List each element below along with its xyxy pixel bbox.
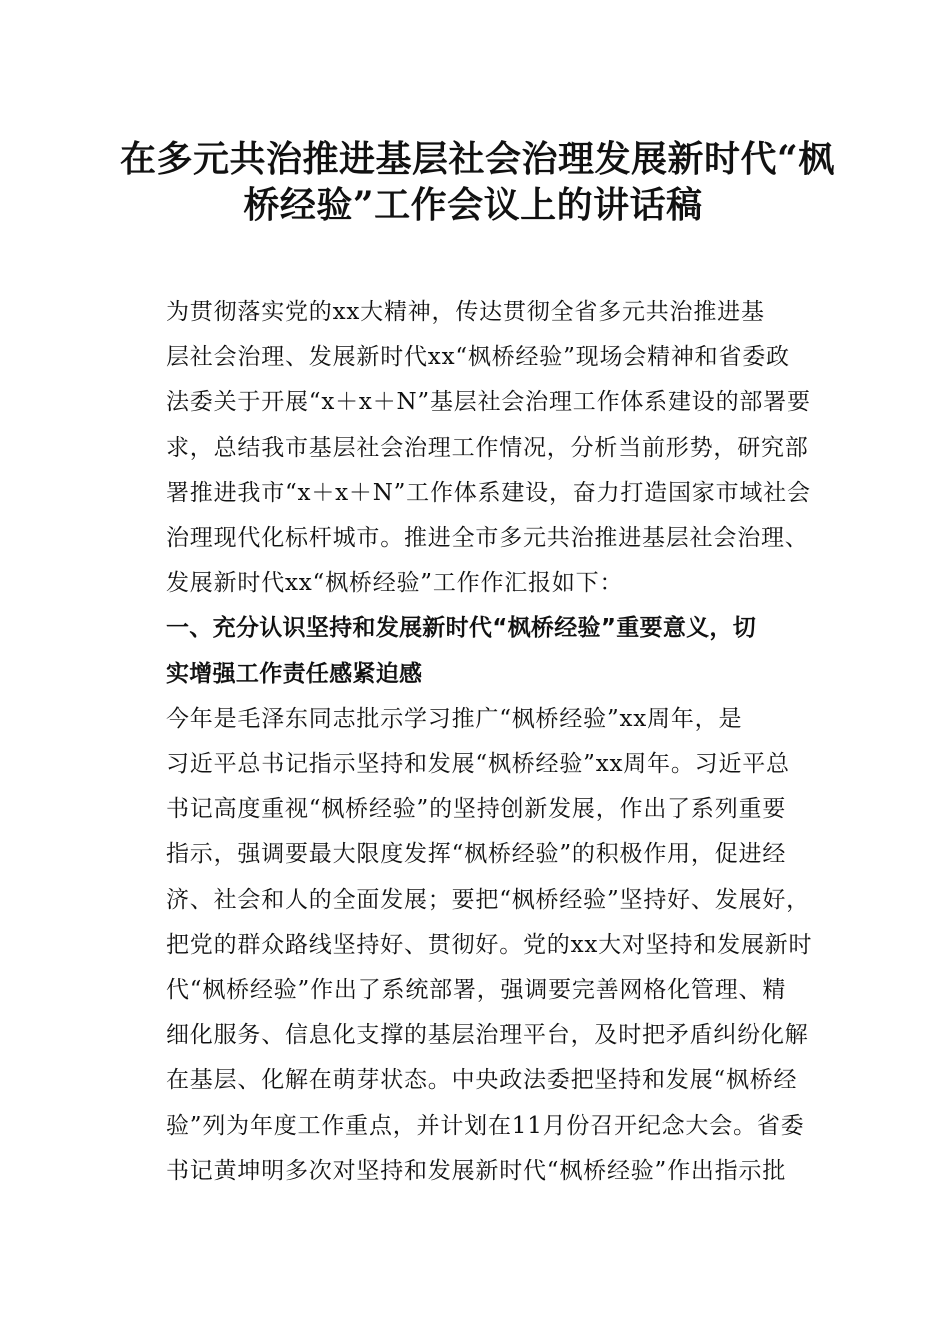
text-line: 书记高度重视“枫桥经验”的坚持创新发展，作出了系列重要 — [166, 796, 787, 823]
text-line: 治理现代化标杆城市。推进全市多元共治推进基层社会治理、 — [166, 525, 809, 552]
text-line: 细化服务、信息化支撑的基层治理平台，及时把矛盾纠纷化解 — [166, 1022, 809, 1049]
text-line: 层社会治理、发展新时代xx“枫桥经验”现场会精神和省委政 — [166, 344, 790, 371]
section-paragraph — [120, 697, 826, 1194]
heading-line: 实增强工作责任感紧迫感 — [166, 660, 423, 687]
text-line: 为贯彻落实党的xx大精神，传达贯彻全省多元共治推进基 — [166, 299, 765, 325]
text-line: 书记黄坤明多次对坚持和发展新时代“枫桥经验”作出指示批 — [166, 1157, 787, 1184]
text-line: 发展新时代xx“枫桥经验”工作作汇报如下： — [166, 570, 624, 597]
document-body — [120, 290, 826, 1194]
title-line: 在多元共治推进基层社会治理发展新时代“枫 — [120, 138, 835, 180]
section-heading — [120, 606, 826, 696]
text-line: 在基层、化解在萌芽状态。中央政法委把坚持和发展“枫桥经 — [166, 1067, 798, 1094]
title-line: 桥经验”工作会议上的讲话稿 — [243, 184, 703, 226]
text-line: 今年是毛泽东同志批示学习推广“枫桥经验”xx周年，是 — [166, 705, 743, 732]
heading-line: 一、充分认识坚持和发展新时代“枫桥经验”重要意义，切 — [166, 615, 757, 642]
text-line: 验”列为年度工作重点，并计划在11月份召开纪念大会。省委 — [166, 1112, 805, 1139]
text-line: 法委关于开展“x＋x＋N”基层社会治理工作体系建设的部署要 — [166, 389, 811, 416]
text-line: 求，总结我市基层社会治理工作情况，分析当前形势，研究部 — [166, 434, 809, 461]
text-line: 指示，强调要最大限度发挥“枫桥经验”的积极作用，促进经 — [166, 841, 787, 868]
text-line: 济、社会和人的全面发展；要把“枫桥经验”坚持好、发展好， — [166, 886, 810, 913]
text-line: 署推进我市“x＋x＋N”工作体系建设，奋力打造国家市域社会 — [166, 479, 811, 506]
text-line: 把党的群众路线坚持好、贯彻好。党的xx大对坚持和发展新时 — [166, 931, 813, 958]
text-line: 代“枫桥经验”作出了系统部署，强调要完善网格化管理、精 — [166, 977, 787, 1004]
document-title — [120, 136, 835, 228]
text-line: 习近平总书记指示坚持和发展“枫桥经验”xx周年。习近平总 — [166, 751, 790, 778]
document-content — [120, 136, 835, 1194]
intro-paragraph — [120, 290, 826, 606]
